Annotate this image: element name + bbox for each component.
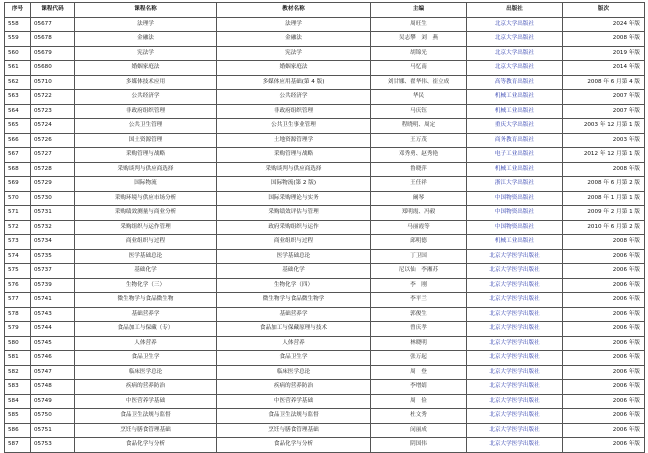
table-row [5,380,645,395]
cell-editor: 闵丽成 [371,423,467,438]
cell-seq: 562 [5,75,31,90]
cell-seq: 579 [5,322,31,337]
cell-course-name: 金融法 [75,32,217,47]
cell-editor: 鲁晓萍 [371,162,467,177]
cell-editor: 周旺生 [371,17,467,32]
table-row [5,394,645,409]
cell-edition: 2012 年 12 月第 1 版 [563,148,645,163]
cell-course-code: 05726 [31,133,75,148]
cell-editor: 郑明霞、冯毅 [371,206,467,221]
cell-edition: 2006 年版 [563,322,645,337]
cell-course-name: 食品卫生法规与监督 [75,409,217,424]
table-row [5,438,645,453]
cell-seq: 577 [5,293,31,308]
cell-publisher: 机械工业出版社 [467,90,563,105]
cell-editor: 邱明德 [371,235,467,250]
table-row [5,32,645,47]
cell-editor: 刘甘娜、翟华伟、崔立成 [371,75,467,90]
table-row [5,90,645,105]
cell-seq: 580 [5,336,31,351]
table-row [5,119,645,134]
cell-textbook-name: 食品化学与分析 [217,438,371,453]
cell-textbook-name: 医学基础总论 [217,249,371,264]
cell-seq: 564 [5,104,31,119]
cell-course-name: 多媒体技术应用 [75,75,217,90]
cell-seq: 576 [5,278,31,293]
cell-edition: 2006 年版 [563,394,645,409]
cell-edition: 2007 年版 [563,104,645,119]
cell-textbook-name: 疾病的营养防治 [217,380,371,395]
cell-textbook-name: 公共经济学 [217,90,371,105]
table-row [5,423,645,438]
table-row [5,75,645,90]
cell-course-name: 采购管理与战略 [75,148,217,163]
cell-course-code: 05751 [31,423,75,438]
cell-course-code: 05741 [31,293,75,308]
header-course-name: 课程名称 [75,3,217,18]
table-row [5,220,645,235]
cell-course-code: 05722 [31,90,75,105]
cell-publisher: 北京大学医学出版社 [467,423,563,438]
table-row [5,17,645,32]
cell-textbook-name: 公共卫生事业管理 [217,119,371,134]
cell-textbook-name: 国际采购理论与实务 [217,191,371,206]
table-row [5,46,645,61]
cell-editor: 林晓明 [371,336,467,351]
cell-editor: 李增婧 [371,380,467,395]
cell-seq: 582 [5,365,31,380]
cell-textbook-name: 采购管理与战略 [217,148,371,163]
cell-course-name: 中医营养学基础 [75,394,217,409]
cell-editor: 马丽霞等 [371,220,467,235]
cell-edition: 2003 年版 [563,133,645,148]
table-row [5,61,645,76]
cell-course-code: 05743 [31,307,75,322]
cell-course-code: 05739 [31,278,75,293]
cell-seq: 567 [5,148,31,163]
cell-course-name: 疾病的营养防治 [75,380,217,395]
cell-course-code: 05723 [31,104,75,119]
cell-textbook-name: 金融法 [217,32,371,47]
cell-editor: 李 刚 [371,278,467,293]
cell-seq: 574 [5,249,31,264]
cell-edition: 2006 年版 [563,278,645,293]
cell-publisher: 中国物资出版社 [467,220,563,235]
header-course-code: 课程代码 [31,3,75,18]
cell-seq: 561 [5,61,31,76]
cell-course-code: 05734 [31,235,75,250]
cell-editor: 王万茂 [371,133,467,148]
cell-publisher: 北京大学医学出版社 [467,394,563,409]
cell-textbook-name: 中医营养学基础 [217,394,371,409]
cell-textbook-name: 临床医学总论 [217,365,371,380]
cell-publisher: 北京大学医学出版社 [467,351,563,366]
cell-course-name: 公共卫生管理 [75,119,217,134]
cell-editor: 马忆南 [371,61,467,76]
cell-editor: 曾庆孝 [371,322,467,337]
cell-edition: 2007 年版 [563,90,645,105]
cell-course-name: 宪法学 [75,46,217,61]
cell-editor: 吴志攀 刘 燕 [371,32,467,47]
cell-textbook-name: 食品卫生学 [217,351,371,366]
cell-textbook-name: 生物化学（四） [217,278,371,293]
cell-publisher: 北京大学医学出版社 [467,293,563,308]
cell-edition: 2014 年版 [563,61,645,76]
table-row [5,278,645,293]
table-row [5,133,645,148]
table-row [5,249,645,264]
cell-course-code: 05753 [31,438,75,453]
cell-publisher: 北京大学出版社 [467,46,563,61]
cell-seq: 569 [5,177,31,192]
cell-course-name: 国际物流 [75,177,217,192]
cell-course-code: 05710 [31,75,75,90]
cell-textbook-name: 采购绩效评估与管理 [217,206,371,221]
cell-course-code: 05750 [31,409,75,424]
cell-publisher: 高等教育出版社 [467,75,563,90]
cell-editor: 胡锦光 [371,46,467,61]
cell-seq: 587 [5,438,31,453]
cell-editor: 丁卫国 [371,249,467,264]
table-row [5,322,645,337]
cell-publisher: 北京大学医学出版社 [467,278,563,293]
cell-publisher: 浙江大学出版社 [467,177,563,192]
cell-publisher: 机械工业出版社 [467,104,563,119]
table-row [5,264,645,279]
textbook-table [4,2,645,453]
cell-publisher: 北京大学出版社 [467,17,563,32]
cell-course-code: 05746 [31,351,75,366]
cell-seq: 566 [5,133,31,148]
header-seq: 序号 [5,3,31,18]
cell-textbook-name: 婚姻家庭法 [217,61,371,76]
table-row [5,307,645,322]
cell-publisher: 北京大学医学出版社 [467,249,563,264]
cell-editor: 马庆钰 [371,104,467,119]
cell-textbook-name: 政府采购组织与运作 [217,220,371,235]
cell-edition: 2024 年版 [563,17,645,32]
cell-editor: 程晓明、周定 [371,119,467,134]
cell-publisher: 中国物资出版社 [467,206,563,221]
cell-editor: 杜文秀 [371,409,467,424]
table-row [5,351,645,366]
table-body [5,17,645,452]
cell-course-name: 采购组织与运作管理 [75,220,217,235]
cell-course-name: 生物化学（三） [75,278,217,293]
header-editor: 主编 [371,3,467,18]
cell-course-code: 05730 [31,191,75,206]
cell-course-name: 食品加工与保藏（专） [75,322,217,337]
cell-course-name: 人体营养 [75,336,217,351]
cell-seq: 573 [5,235,31,250]
cell-course-name: 采购绩效测量与商业分析 [75,206,217,221]
cell-course-code: 05680 [31,61,75,76]
cell-textbook-name: 非政府组织管理 [217,104,371,119]
cell-editor: 周 登 [371,365,467,380]
cell-edition: 2003 年 12 月第 1 版 [563,119,645,134]
cell-textbook-name: 商业组织与过程 [217,235,371,250]
cell-seq: 581 [5,351,31,366]
cell-textbook-name: 多媒体应用基础(第 4 版) [217,75,371,90]
cell-editor: 郭俊生 [371,307,467,322]
cell-seq: 575 [5,264,31,279]
cell-seq: 585 [5,409,31,424]
cell-textbook-name: 国际物流(第 2 版) [217,177,371,192]
table-row [5,148,645,163]
cell-course-code: 05745 [31,336,75,351]
cell-edition: 2006 年版 [563,438,645,453]
cell-seq: 563 [5,90,31,105]
table-row [5,162,645,177]
cell-course-code: 05748 [31,380,75,395]
cell-publisher: 电子工业出版社 [467,148,563,163]
cell-publisher: 北京大学出版社 [467,61,563,76]
cell-course-code: 05735 [31,249,75,264]
table-row [5,409,645,424]
cell-editor: 阚琴 [371,191,467,206]
cell-publisher: 北京大学医学出版社 [467,380,563,395]
table-row [5,336,645,351]
cell-seq: 568 [5,162,31,177]
cell-course-code: 05729 [31,177,75,192]
cell-course-code: 05737 [31,264,75,279]
cell-course-name: 商业组织与过程 [75,235,217,250]
cell-course-code: 05728 [31,162,75,177]
cell-seq: 571 [5,206,31,221]
cell-textbook-name: 采购谈判与供应商选择 [217,162,371,177]
cell-course-name: 临床医学总论 [75,365,217,380]
table-row [5,365,645,380]
cell-publisher: 商务教育出版社 [467,133,563,148]
cell-publisher: 机械工业出版社 [467,235,563,250]
cell-course-code: 05678 [31,32,75,47]
cell-textbook-name: 人体营养 [217,336,371,351]
cell-course-name: 基础化学 [75,264,217,279]
cell-course-name: 非政府组织管理 [75,104,217,119]
cell-textbook-name: 烹饪与膳食管理基础 [217,423,371,438]
cell-seq: 583 [5,380,31,395]
cell-course-name: 烹饪与膳食管理基础 [75,423,217,438]
cell-publisher: 机械工业出版社 [467,162,563,177]
cell-publisher: 北京大学医学出版社 [467,409,563,424]
cell-course-code: 05677 [31,17,75,32]
cell-edition: 2006 年版 [563,264,645,279]
cell-publisher: 北京大学医学出版社 [467,365,563,380]
cell-course-name: 食品化学与分析 [75,438,217,453]
cell-edition: 2009 年 2 月第 1 版 [563,206,645,221]
cell-publisher: 北京大学医学出版社 [467,307,563,322]
header-textbook-name: 教材名称 [217,3,371,18]
cell-course-code: 05679 [31,46,75,61]
cell-course-name: 医学基础总论 [75,249,217,264]
cell-seq: 570 [5,191,31,206]
cell-edition: 2006 年版 [563,351,645,366]
cell-course-name: 国土资源管理 [75,133,217,148]
cell-edition: 2008 年 6 月第 4 版 [563,75,645,90]
cell-course-code: 05727 [31,148,75,163]
cell-seq: 559 [5,32,31,47]
textbook-table-sheet [4,2,644,453]
cell-course-name: 采购环境与供应市场分析 [75,191,217,206]
cell-textbook-name: 法理学 [217,17,371,32]
cell-course-name: 法理学 [75,17,217,32]
cell-edition: 2019 年版 [563,46,645,61]
table-row [5,206,645,221]
cell-edition: 2006 年版 [563,293,645,308]
cell-seq: 565 [5,119,31,134]
cell-edition: 2006 年版 [563,249,645,264]
cell-publisher: 中国物资出版社 [467,191,563,206]
cell-textbook-name: 食品卫生法规与监督 [217,409,371,424]
cell-editor: 邓秀勇、赵秀艳 [371,148,467,163]
cell-course-code: 05732 [31,220,75,235]
cell-course-name: 公共经济学 [75,90,217,105]
table-row [5,191,645,206]
cell-textbook-name: 土地资源管理学 [217,133,371,148]
cell-seq: 578 [5,307,31,322]
cell-edition: 2006 年版 [563,423,645,438]
cell-edition: 2006 年版 [563,409,645,424]
table-row [5,293,645,308]
table-row [5,177,645,192]
cell-seq: 560 [5,46,31,61]
table-header-row [5,3,645,18]
cell-publisher: 北京大学医学出版社 [467,438,563,453]
cell-edition: 2006 年版 [563,336,645,351]
cell-editor: 阴国伟 [371,438,467,453]
cell-textbook-name: 宪法学 [217,46,371,61]
cell-seq: 558 [5,17,31,32]
cell-course-code: 05731 [31,206,75,221]
cell-editor: 华民 [371,90,467,105]
cell-edition: 2010 年 6 月第 2 版 [563,220,645,235]
cell-seq: 584 [5,394,31,409]
cell-textbook-name: 基础化学 [217,264,371,279]
cell-edition: 2006 年版 [563,380,645,395]
cell-publisher: 北京大学医学出版社 [467,264,563,279]
cell-textbook-name: 食品加工与保藏原理与技术 [217,322,371,337]
table-row [5,235,645,250]
cell-editor: 王任祥 [371,177,467,192]
cell-publisher: 北京大学医学出版社 [467,336,563,351]
cell-edition: 2008 年版 [563,162,645,177]
cell-editor: 尼以仙 李湘苏 [371,264,467,279]
cell-course-code: 05749 [31,394,75,409]
cell-edition: 2006 年版 [563,365,645,380]
cell-course-name: 采购谈判与供应商选择 [75,162,217,177]
table-row [5,104,645,119]
cell-course-name: 微生物学与食品微生物 [75,293,217,308]
cell-editor: 周 俭 [371,394,467,409]
cell-course-name: 基础营养学 [75,307,217,322]
cell-textbook-name: 基础营养学 [217,307,371,322]
cell-edition: 2006 年版 [563,307,645,322]
cell-publisher: 重庆大学出版社 [467,119,563,134]
cell-seq: 572 [5,220,31,235]
cell-textbook-name: 微生物学与食品微生物学 [217,293,371,308]
cell-course-code: 05747 [31,365,75,380]
cell-editor: 张万起 [371,351,467,366]
cell-course-name: 婚姻家庭法 [75,61,217,76]
cell-edition: 2008 年版 [563,32,645,47]
header-publisher: 出版社 [467,3,563,18]
header-edition: 版次 [563,3,645,18]
cell-course-name: 食品卫生学 [75,351,217,366]
cell-course-code: 05724 [31,119,75,134]
cell-seq: 586 [5,423,31,438]
cell-publisher: 北京大学医学出版社 [467,322,563,337]
cell-course-code: 05744 [31,322,75,337]
cell-editor: 李平兰 [371,293,467,308]
cell-edition: 2008 年 1 月第 1 版 [563,191,645,206]
cell-edition: 2008 年 6 月第 2 版 [563,177,645,192]
cell-edition: 2008 年版 [563,235,645,250]
cell-publisher: 北京大学出版社 [467,32,563,47]
